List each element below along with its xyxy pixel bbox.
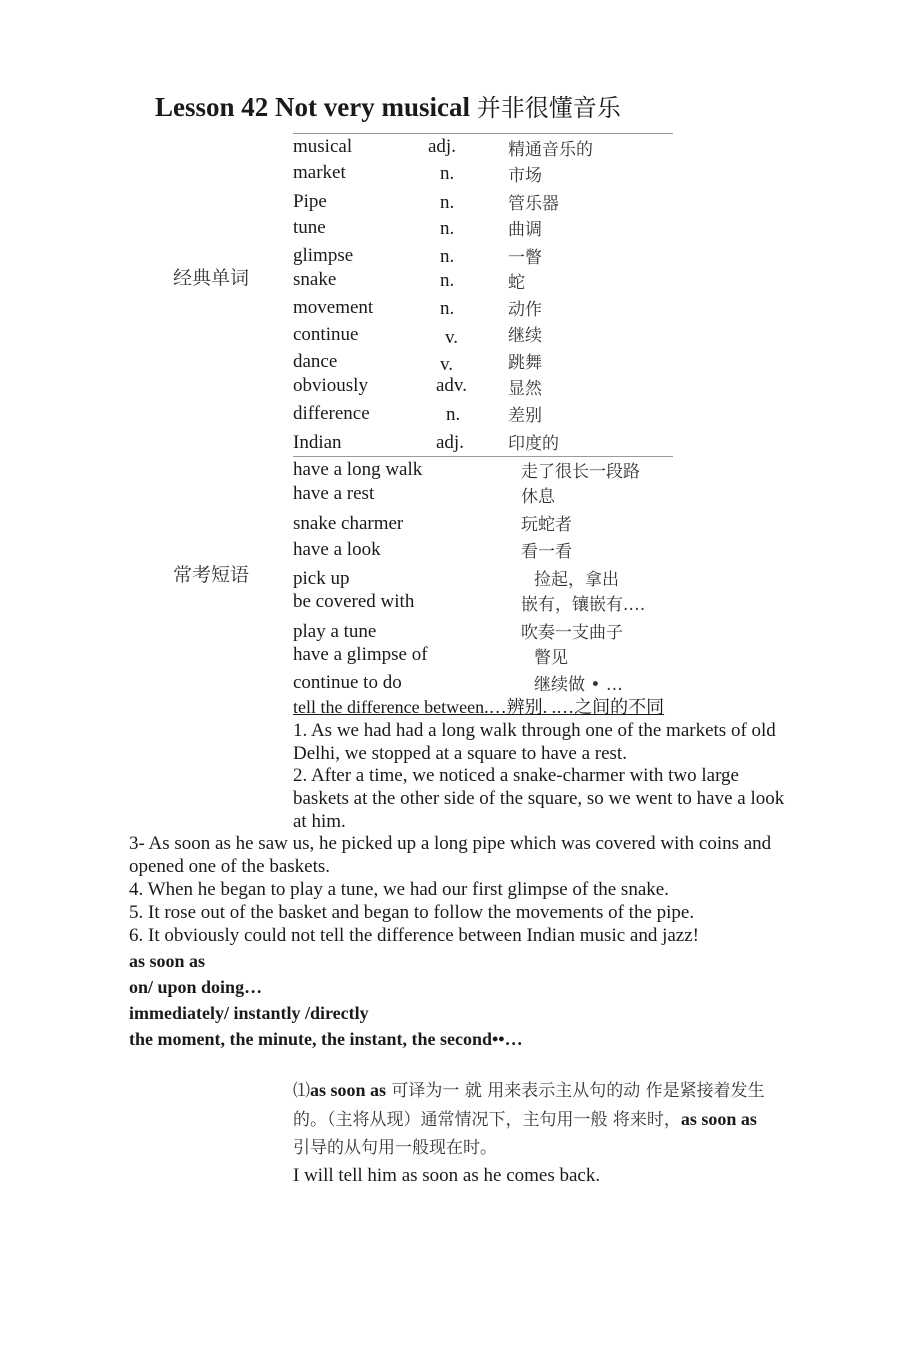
vocab-pos: n. <box>440 270 455 291</box>
vocab-pos: n. <box>446 404 461 425</box>
section-label-phrases: 常考短语 <box>173 564 250 586</box>
title-english: Lesson 42 Not very musical <box>155 92 470 122</box>
vocab-word: glimpse <box>293 245 354 266</box>
sentence-line: 2. After a time, we noticed a snake-charmer with two large <box>293 765 739 786</box>
phrase-cn: 看一看 <box>521 542 572 562</box>
phrase-cn: 玩蛇者 <box>521 515 572 535</box>
vocab-pos: n. <box>440 163 455 184</box>
vocab-meaning: 差别 <box>508 406 542 426</box>
sentence-line: baskets at the other side of the square, so we went to have a look <box>293 788 785 809</box>
vocab-pos: n. <box>440 246 455 267</box>
grammar-item: on/ upon doing… <box>129 977 263 997</box>
phrase-en: have a rest <box>293 483 375 504</box>
phrase-cn: 捡起，拿出 <box>534 570 619 590</box>
grammar-item: as soon as <box>129 951 206 971</box>
phrase-en: have a long walk <box>293 459 423 480</box>
note-line-3: 引导的从句用一般现在时。 <box>293 1138 497 1158</box>
vocab-word: musical <box>293 136 353 157</box>
vocab-pos: n. <box>440 298 455 319</box>
sentence-line: 1. As we had had a long walk through one of the markets of old <box>293 720 776 741</box>
vocab-word: tune <box>293 217 326 238</box>
vocab-word: continue <box>293 324 359 345</box>
note-example: I will tell him as soon as he comes back. <box>293 1165 601 1186</box>
vocab-meaning: 蛇 <box>508 273 525 293</box>
section-label-words: 经典单词 <box>173 267 250 289</box>
phrase-en: play a tune <box>293 621 377 642</box>
note-number: ⑴ <box>293 1081 310 1101</box>
sentence-line: 3- As soon as he saw us, he picked up a long pipe which was covered with coins and <box>129 833 772 854</box>
phrase-en: pick up <box>293 568 350 589</box>
vocab-pos: adj. <box>436 432 464 453</box>
page-title <box>155 88 621 123</box>
vocab-word: obviously <box>293 375 368 396</box>
vocab-word: dance <box>293 351 338 372</box>
phrase-cn: 继续做 • … <box>534 675 623 695</box>
note-text: 的。（主将从现）通常情况下，主句用一般 将来时， <box>293 1110 681 1130</box>
vocab-pos: n. <box>440 218 455 239</box>
phrase-cn: 瞥见 <box>534 648 568 668</box>
vocab-pos: adv. <box>436 375 467 396</box>
note-keyword: as soon as <box>680 1109 757 1129</box>
grammar-item: the moment, the minute, the instant, the second••… <box>129 1029 523 1049</box>
vocab-meaning: 精通音乐的 <box>508 140 593 160</box>
phrase-en: snake charmer <box>293 513 404 534</box>
phrase-en: be covered with <box>293 591 415 612</box>
vocab-word: Indian <box>293 432 342 453</box>
title-chinese: 并非很懂音乐 <box>476 94 621 122</box>
note-text: 可译为一 就 用来表示主从句的动 作是紧接着发生 <box>386 1081 765 1101</box>
sentence-2 <box>293 764 784 833</box>
sentence-6: 6. It obviously could not tell the difference between Indian music and jazz! <box>129 925 699 946</box>
note-keyword: as soon as <box>310 1080 387 1100</box>
vocab-meaning: 曲调 <box>508 220 542 240</box>
top-rule <box>293 133 673 134</box>
note-line-1 <box>293 1076 833 1105</box>
phrase-tell-difference: tell the difference between.…辨别. .…之间的不同 <box>293 697 665 717</box>
grammar-note <box>293 1076 833 1190</box>
grammar-item: immediately/ instantly /directly <box>129 1003 369 1023</box>
vocab-meaning: 显然 <box>508 379 542 399</box>
vocab-word: difference <box>293 403 370 424</box>
vocab-meaning: 一瞥 <box>508 248 542 268</box>
vocab-word: market <box>293 162 346 183</box>
phrase-cn: 休息 <box>521 487 555 507</box>
sentence-1 <box>293 719 776 765</box>
phrase-en: continue to do <box>293 672 402 693</box>
phrase-cn: 吹奏一支曲子 <box>521 623 623 643</box>
vocab-word: Pipe <box>293 191 327 212</box>
sentence-5: 5. It rose out of the basket and began to follow the movements of the pipe. <box>129 902 695 923</box>
vocab-word: movement <box>293 297 374 318</box>
phrase-en: have a look <box>293 539 381 560</box>
phrase-cn: 走了很长一段路 <box>521 462 640 482</box>
phrase-en: have a glimpse of <box>293 644 428 665</box>
note-line-2 <box>293 1105 833 1134</box>
vocab-meaning: 管乐器 <box>508 194 559 214</box>
vocab-meaning: 印度的 <box>508 434 559 454</box>
phrase-cn: 嵌有，镶嵌有.… <box>521 595 646 615</box>
vocab-pos: v. <box>445 327 459 348</box>
sentence-3 <box>129 832 771 878</box>
vocab-meaning: 继续 <box>508 326 542 346</box>
vocab-pos: adj. <box>428 136 456 157</box>
sentence-4: 4. When he began to play a tune, we had our first glimpse of the snake. <box>129 879 669 900</box>
vocab-word: snake <box>293 269 337 290</box>
vocab-pos: v. <box>440 354 454 375</box>
vocab-meaning: 市场 <box>508 166 542 186</box>
sentence-line: opened one of the baskets. <box>129 856 331 877</box>
sentence-line: at him. <box>293 811 346 832</box>
vocab-pos: n. <box>440 192 455 213</box>
sentence-line: Delhi, we stopped at a square to have a rest. <box>293 743 627 764</box>
vocab-meaning: 跳舞 <box>508 353 542 373</box>
vocab-meaning: 动作 <box>508 300 542 320</box>
